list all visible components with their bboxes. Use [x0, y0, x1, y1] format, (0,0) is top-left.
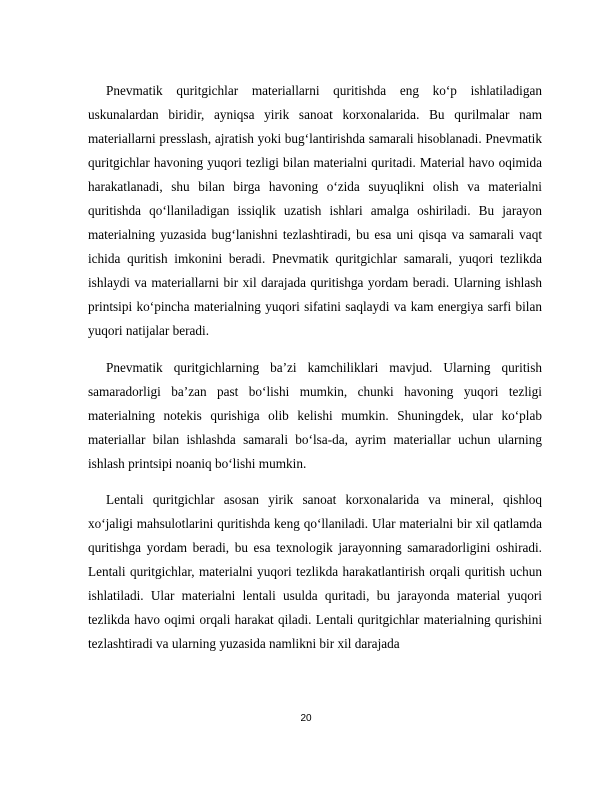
- page-number: 20: [300, 713, 312, 724]
- paragraph-pneumatic-drawbacks: Pnevmatik quritgichlarning ba’zi kamchiliklari mavjud. Ularning quritish samaradorligi ba’zan past bo‘lishi mumkin, chunki havoning yuqori tezligi materialning notekis qurishiga olib kelishi mumkin. Shuningdek, ular ko‘plab materiallar bilan ishlashda samarali bo‘lsa-da, ayrim materiallar uchun ularning ishlash printsipi noaniq bo‘lishi mumkin.: [88, 359, 542, 471]
- paragraph-pneumatic-dryers: Pnevmatik quritgichlar materiallarni quritishda eng ko‘p ishlatiladigan uskunalardan biridir, ayniqsa yirik sanoat korxonalarida. Bu qurilmalar nam materiallarni presslash, ajratish yoki bug‘lantirishda samarali hisoblanadi. Pnevmatik quritgichlar havoning yuqori tezligi bilan materialni quritadi. Material havo oqimida harakatlanadi, shu bilan birga havoning o‘zida suyuqlikni olish va materialni quritishda qo‘llaniladigan issiqlik uzatish ishlari amalga oshiriladi. Bu jarayon materialning yuzasida bug‘lanishni tezlashtiradi, bu esa uni qisqa va samarali vaqt ichida quritish imkonini beradi. Pnevmatik quritgichlar samarali, yuqori tezlikda ishlaydi va materiallarni bir xil darajada quritishga yordam beradi. Ularning ishlash printsipi ko‘pincha materialning yuqori sifatini saqlaydi va kam energiya sarfi bilan yuqori natijalar beradi.: [88, 83, 542, 338]
- paragraph-belt-dryers: Lentali quritgichlar asosan yirik sanoat korxonalarida va mineral, qishloq xo‘jaligi mahsulotlarini quritishda keng qo‘llaniladi. Ular materialni bir xil qatlamda quritishga yordam beradi, bu esa texnologik jarayonning samaradorligini oshiradi. Lentali quritgichlar, materialni yuqori tezlikda harakatlantirish orqali quritish uchun ishlatiladi. Ular materialni lentali usulda quritadi, bu jarayonda material yuqori tezlikda havo oqimi orqali harakat qiladi. Lentali quritgichlar materialning qurishini tezlashtiradi va ularning yuzasida namlikni bir xil darajada: [88, 492, 542, 651]
- document-body: [88, 79, 542, 669]
